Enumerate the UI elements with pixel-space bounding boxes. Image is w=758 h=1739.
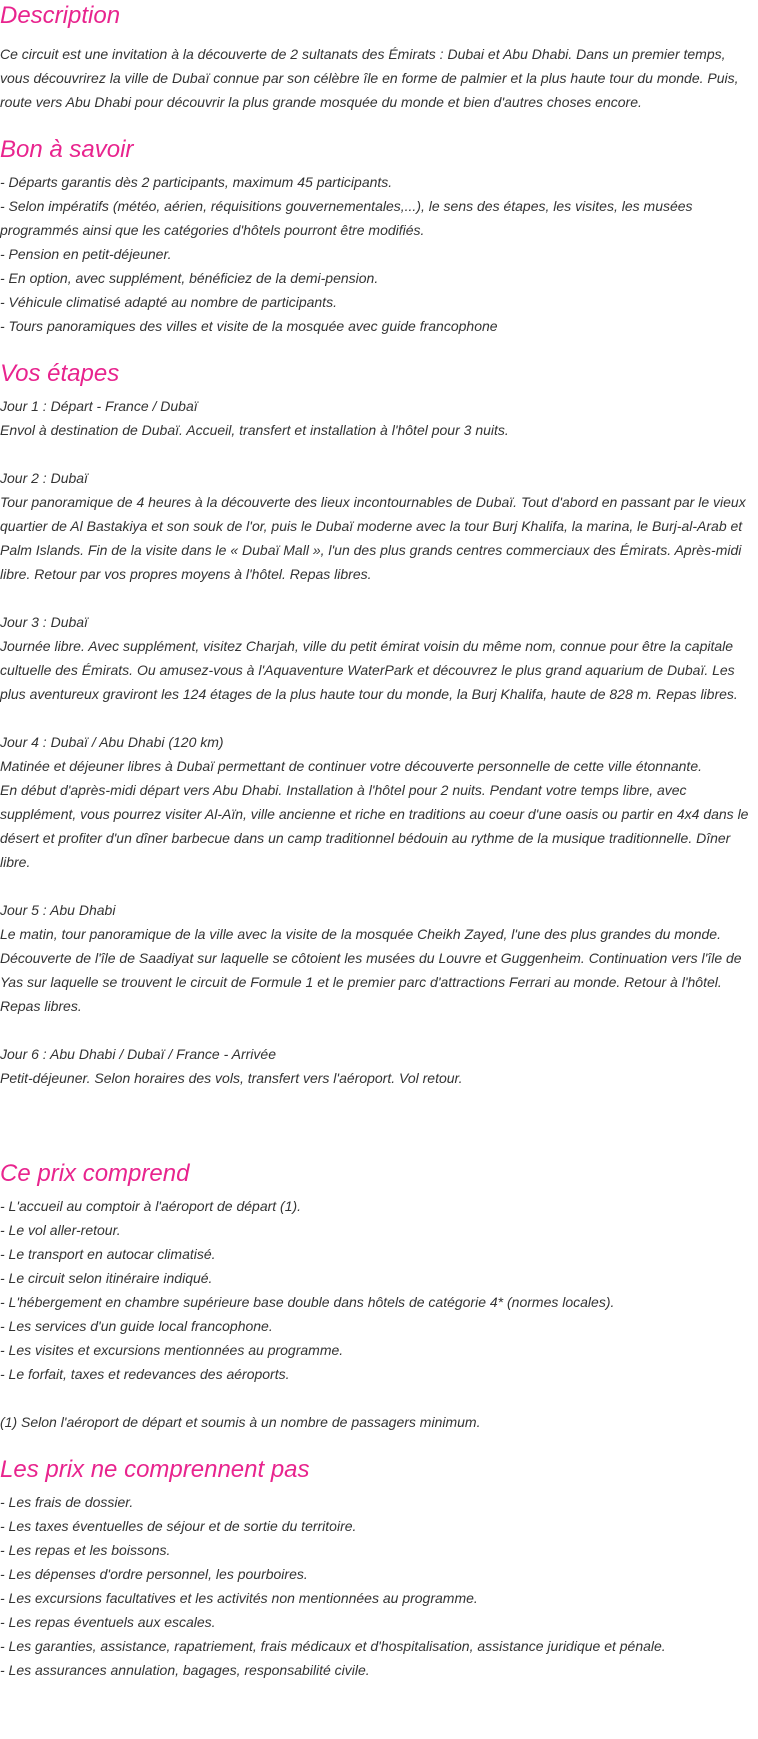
good-to-know-item: - En option, avec supplément, bénéficiez de la demi-pension. xyxy=(0,270,379,286)
day-text: Matinée et déjeuner libres à Dubaï permettant de continuer votre découverte personnelle de cette ville étonnante. xyxy=(0,758,702,774)
itinerary-heading: Vos étapes xyxy=(0,360,120,387)
price-includes-item: - Le transport en autocar climatisé. xyxy=(0,1246,216,1262)
day-text: En début d'après-midi départ vers Abu Dhabi. Installation à l'hôtel pour 2 nuits. Pendant votre temps libre, avec supplément, vous pourrez visiter Al-Aïn, ville ancienne et riche en traditions au coeur d'une oasis ou partir en 4x4 dans le désert et profiter d'un dîner barbecue dans un camp traditionnel bédouin au rythme de la musique traditionnelle. Dîner libre. xyxy=(0,782,749,870)
day-text: Tour panoramique de 4 heures à la découverte des lieux incontournables de Dubaï. Tout d'abord en passant par le vieux quartier de Al Bastakiya et son souk de l'or, puis le Dubaï moderne avec la tour Burj Khalifa, la marina, le Burj-al-Arab et Palm Islands. Fin de la visite dans le « Dubaï Mall », l'un des plus grands centres commerciaux des Émirats. Après-midi libre. Retour par vos propres moyens à l'hôtel. Repas libres. xyxy=(0,494,746,582)
description-section xyxy=(0,0,758,114)
price-excludes-item: - Les repas éventuels aux escales. xyxy=(0,1614,216,1630)
day-item xyxy=(0,1042,758,1090)
day-item xyxy=(0,394,758,442)
price-excludes-heading: Les prix ne comprennent pas xyxy=(0,1456,310,1483)
price-excludes-item: - Les taxes éventuelles de séjour et de sortie du territoire. xyxy=(0,1518,357,1534)
day-item xyxy=(0,898,758,1018)
description-heading: Description xyxy=(0,2,121,29)
good-to-know-heading: Bon à savoir xyxy=(0,136,134,163)
price-excludes-section xyxy=(0,1454,758,1682)
price-includes-heading: Ce prix comprend xyxy=(0,1160,190,1187)
good-to-know-item: - Selon impératifs (météo, aérien, réquisitions gouvernementales,...), le sens des étapes, les visites, les musées programmés ainsi que les catégories d'hôtels pourront être modifiés. xyxy=(0,198,693,238)
description-text: Ce circuit est une invitation à la découverte de 2 sultanats des Émirats : Dubai et Abu Dhabi. Dans un premier temps, vous découvrirez la ville de Dubaï connue par son célèbre île en forme de palmier et la plus haute tour du monde. Puis, route vers Abu Dhabi pour découvrir la plus grande mosquée du monde et bien d'autres choses encore. xyxy=(0,46,739,110)
price-excludes-item: - Les repas et les boissons. xyxy=(0,1542,171,1558)
price-includes-item: - L'hébergement en chambre supérieure base double dans hôtels de catégorie 4* (normes locales). xyxy=(0,1294,615,1310)
good-to-know-item: - Départs garantis dès 2 participants, maximum 45 participants. xyxy=(0,174,393,190)
price-includes-item: - Le circuit selon itinéraire indiqué. xyxy=(0,1270,213,1286)
price-includes-item: - Les visites et excursions mentionnées au programme. xyxy=(0,1342,344,1358)
day-item xyxy=(0,610,758,706)
price-includes-item: - Le vol aller-retour. xyxy=(0,1222,121,1238)
day-title: Jour 4 : Dubaï / Abu Dhabi (120 km) xyxy=(0,734,224,750)
day-title: Jour 1 : Départ - France / Dubaï xyxy=(0,398,198,414)
good-to-know-item: - Véhicule climatisé adapté au nombre de participants. xyxy=(0,294,337,310)
day-title: Jour 5 : Abu Dhabi xyxy=(0,902,116,918)
price-excludes-item: - Les dépenses d'ordre personnel, les pourboires. xyxy=(0,1566,308,1582)
day-text: Le matin, tour panoramique de la ville avec la visite de la mosquée Cheikh Zayed, l'une des plus grandes du monde. Découverte de l'île de Saadiyat sur laquelle se côtoient les musées du Louvre et Guggenheim. Continuation vers l'île de Yas sur laquelle se trouvent le circuit de Formule 1 et le premier parc d'attractions Ferrari au monde. Retour à l'hôtel. Repas libres. xyxy=(0,926,742,1014)
day-text: Journée libre. Avec supplément, visitez Charjah, ville du petit émirat voisin du même nom, connue pour être la capitale cultuelle des Émirats. Ou amusez-vous à l'Aquaventure WaterPark et découvrez le plus grand aquarium de Dubaï. Les plus aventureux graviront les 124 étages de la plus haute tour du monde, la Burj Khalifa, haute de 828 m. Repas libres. xyxy=(0,638,738,702)
day-title: Jour 6 : Abu Dhabi / Dubaï / France - Arrivée xyxy=(0,1046,276,1062)
price-includes-item: - Les services d'un guide local francophone. xyxy=(0,1318,273,1334)
price-includes-item: - Le forfait, taxes et redevances des aéroports. xyxy=(0,1366,290,1382)
day-item xyxy=(0,466,758,586)
itinerary-section xyxy=(0,358,758,1090)
price-excludes-item: - Les garanties, assistance, rapatriement, frais médicaux et d'hospitalisation, assistance juridique et pénale. xyxy=(0,1638,666,1654)
price-includes-footnote: (1) Selon l'aéroport de départ et soumis à un nombre de passagers minimum. xyxy=(0,1414,481,1430)
good-to-know-item: - Pension en petit-déjeuner. xyxy=(0,246,172,262)
price-includes-section xyxy=(0,1158,758,1434)
day-title: Jour 3 : Dubaï xyxy=(0,614,88,630)
day-text: Envol à destination de Dubaï. Accueil, transfert et installation à l'hôtel pour 3 nuits. xyxy=(0,422,509,438)
day-item xyxy=(0,730,758,874)
day-text: Petit-déjeuner. Selon horaires des vols, transfert vers l'aéroport. Vol retour. xyxy=(0,1070,463,1086)
price-excludes-item: - Les excursions facultatives et les activités non mentionnées au programme. xyxy=(0,1590,478,1606)
price-excludes-item: - Les frais de dossier. xyxy=(0,1494,134,1510)
good-to-know-section xyxy=(0,134,758,338)
price-includes-item: - L'accueil au comptoir à l'aéroport de départ (1). xyxy=(0,1198,302,1214)
price-excludes-item: - Les assurances annulation, bagages, responsabilité civile. xyxy=(0,1662,370,1678)
day-title: Jour 2 : Dubaï xyxy=(0,470,88,486)
good-to-know-item: - Tours panoramiques des villes et visite de la mosquée avec guide francophone xyxy=(0,318,498,334)
